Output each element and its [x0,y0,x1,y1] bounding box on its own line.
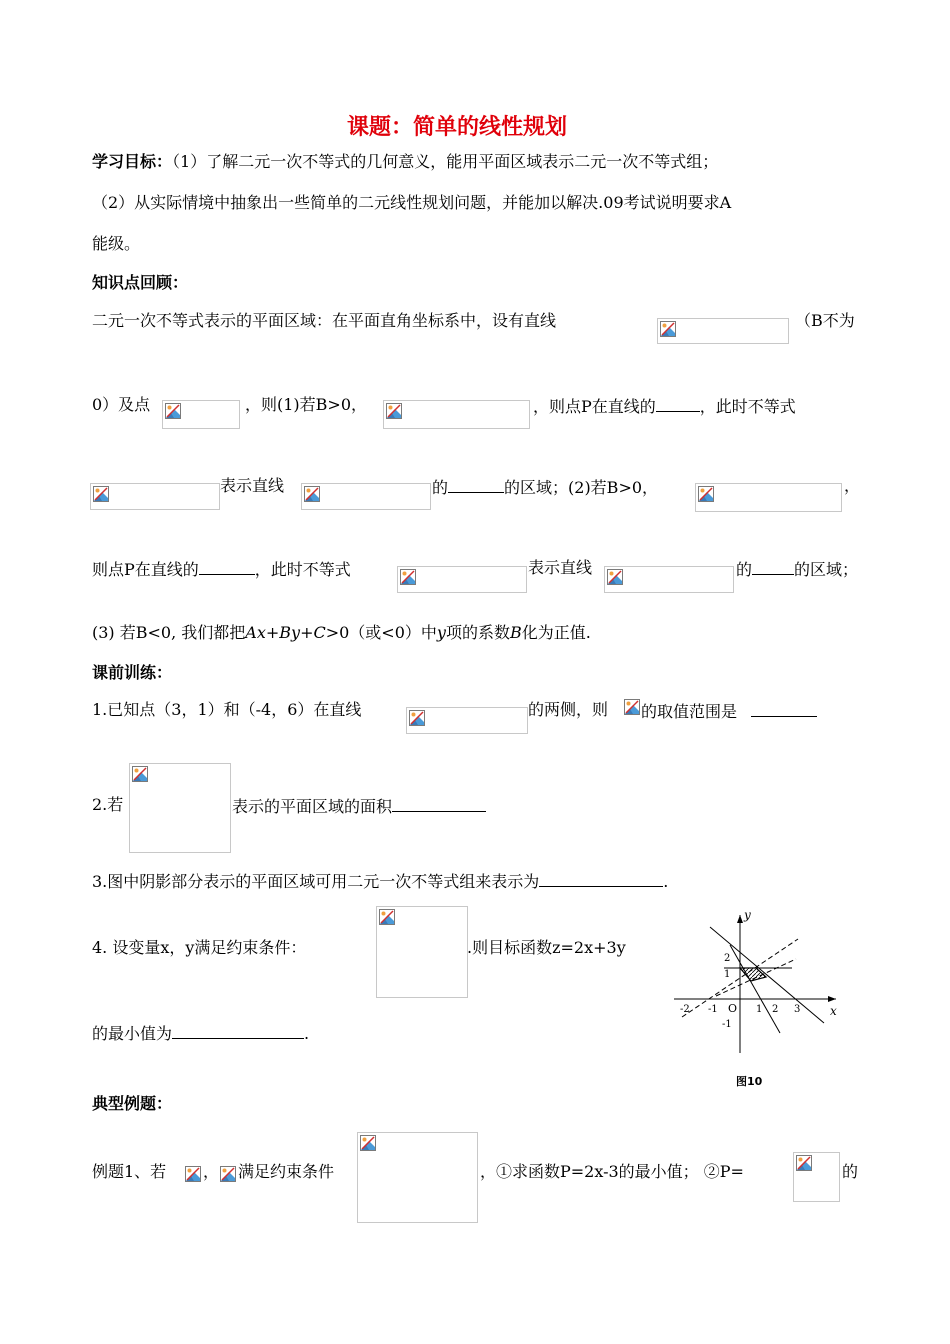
e1c: 满足约束条件 [238,1162,335,1181]
review-p2-tail [533,395,796,417]
review-p4e: 的区域； [794,560,859,579]
broken-image-icon [409,710,425,726]
y-axis-arrow [737,915,743,923]
formula-image [657,318,789,344]
broken-image-icon [607,569,623,585]
review-label: 知识点回顾： [92,273,189,292]
q4b: .则目标函数z=2x+3y [467,938,626,957]
goals-text-1: （1）了解二元一次不等式的几何意义，能用平面区域表示二元一次不等式组； [172,152,719,171]
formula-image [397,566,527,593]
q4a: 4. 设变量x，y满足约束条件： [92,938,307,957]
broken-image-icon [379,909,395,925]
tick-label: 3 [794,1004,801,1015]
formula-image [162,400,240,429]
review-p5a: (3) 若B<0, 我们都把 [92,623,246,642]
broken-image-icon [132,766,148,782]
blank [539,870,663,887]
e1d: ，①求函数P=2x-3的最小值； ②P= [480,1162,744,1181]
review-p5 [92,623,591,643]
review-p5c: 项的系数 [445,623,510,642]
tick-label: -2 [680,1004,690,1015]
blank [199,558,255,575]
y-axis-label: y [744,908,751,922]
pre-label: 课前训练： [92,663,173,682]
q1c: 的取值范围是 [641,702,738,721]
formula-image [406,707,528,734]
blank [448,476,504,493]
broken-image-icon [386,403,402,419]
review-p2d: ，此时不等式 [699,397,796,416]
formula-image [624,699,640,715]
review-p4-head [92,558,351,580]
blank [656,395,700,412]
formula-image [301,483,431,510]
review-p2c: ，则点P在直线的 [533,397,656,416]
blank [172,1022,304,1039]
review-p3b: 的 [432,478,449,497]
e1b: ， [203,1162,220,1181]
formula-image [695,483,842,512]
formula-image [793,1152,840,1202]
examples-label: 典型例题： [92,1094,173,1113]
formula-image [604,566,734,593]
tick-label: -1 [722,1019,732,1030]
broken-image-icon [796,1155,812,1171]
q3-line [92,870,668,892]
review-p2a: 0）及点 [92,395,151,414]
q4-tail [92,1022,309,1044]
review-p4a: 则点P在直线的 [92,560,199,579]
q3: 3.图中阴影部分表示的平面区域可用二元一次不等式组来表示为 [92,872,540,891]
review-p4-tail [736,558,858,580]
q2a: 2.若 [92,795,124,814]
x-axis-label: x [830,1004,837,1018]
review-p5-B: B [509,623,522,642]
q2b: 表示的平面区域的面积 [232,797,393,816]
page-title: 课题：简单的线性规划 [347,115,568,140]
e1a: 例题1、若 [92,1162,167,1181]
formula-image [220,1166,237,1183]
formula-image [383,400,530,429]
review-p5d: 化为正值. [521,623,591,642]
tick-label: 2 [724,953,731,964]
review-p4c: 表示直线 [528,558,593,577]
review-p5-expr: Ax+By+C [245,623,326,642]
tick-label: 1 [724,969,731,980]
broken-image-icon [400,569,416,585]
broken-image-icon [220,1166,236,1182]
blank [392,795,486,812]
review-p3a: 表示直线 [220,476,285,495]
figure-10 [668,905,858,1095]
tick-label: 2 [772,1004,779,1015]
review-p5b: >0（或<0）中 [325,623,437,642]
blank [752,558,794,575]
goals-line-3: 能级。 [92,234,141,253]
broken-image-icon [93,486,109,502]
solid-line-2 [730,945,780,1033]
tick-label: O [728,1002,738,1015]
q3-end: . [663,872,669,891]
x-axis-arrow [828,996,836,1002]
figure-caption: 图10 [736,1075,763,1088]
q4-end: . [304,1024,310,1043]
broken-image-icon [165,403,181,419]
formula-image [129,763,231,853]
review-p1b: （B不为 [795,311,855,330]
q1b: 的两侧，则 [528,700,609,719]
review-p2b: ，则(1)若B>0， [245,395,368,414]
review-p4d: 的 [736,560,753,579]
broken-image-icon [624,699,640,715]
review-p1: 二元一次不等式表示的平面区域：在平面直角坐标系中，设有直线 [92,311,557,330]
goals-line-1 [92,152,718,172]
tick-label: 1 [756,1004,763,1015]
q4c: 的最小值为 [92,1024,173,1043]
review-p5-y: y [436,623,446,642]
e1e: 的 [842,1162,859,1181]
formula-image [376,906,468,998]
formula-image [185,1166,202,1183]
q1a: 1.已知点（3，1）和（-4，6）在直线 [92,700,362,719]
blank [751,700,817,717]
broken-image-icon [304,486,320,502]
review-p3c: 的区域；(2)若B>0， [504,478,659,497]
review-p3-mid [432,476,658,498]
broken-image-icon [698,486,714,502]
broken-image-icon [185,1166,201,1182]
review-p3d: ， [844,476,861,495]
broken-image-icon [660,321,676,337]
goals-line-2: （2）从实际情境中抽象出一些简单的二元线性规划问题，并能加以解决.09考试说明要求A [92,193,732,212]
q2-tail [232,795,486,817]
tick-label: -1 [708,1004,718,1015]
goals-label: 学习目标： [92,152,173,171]
broken-image-icon [360,1135,376,1151]
review-p4b: ，此时不等式 [254,560,351,579]
formula-image [90,483,220,510]
formula-image [357,1132,478,1223]
q1-tail [641,700,817,722]
